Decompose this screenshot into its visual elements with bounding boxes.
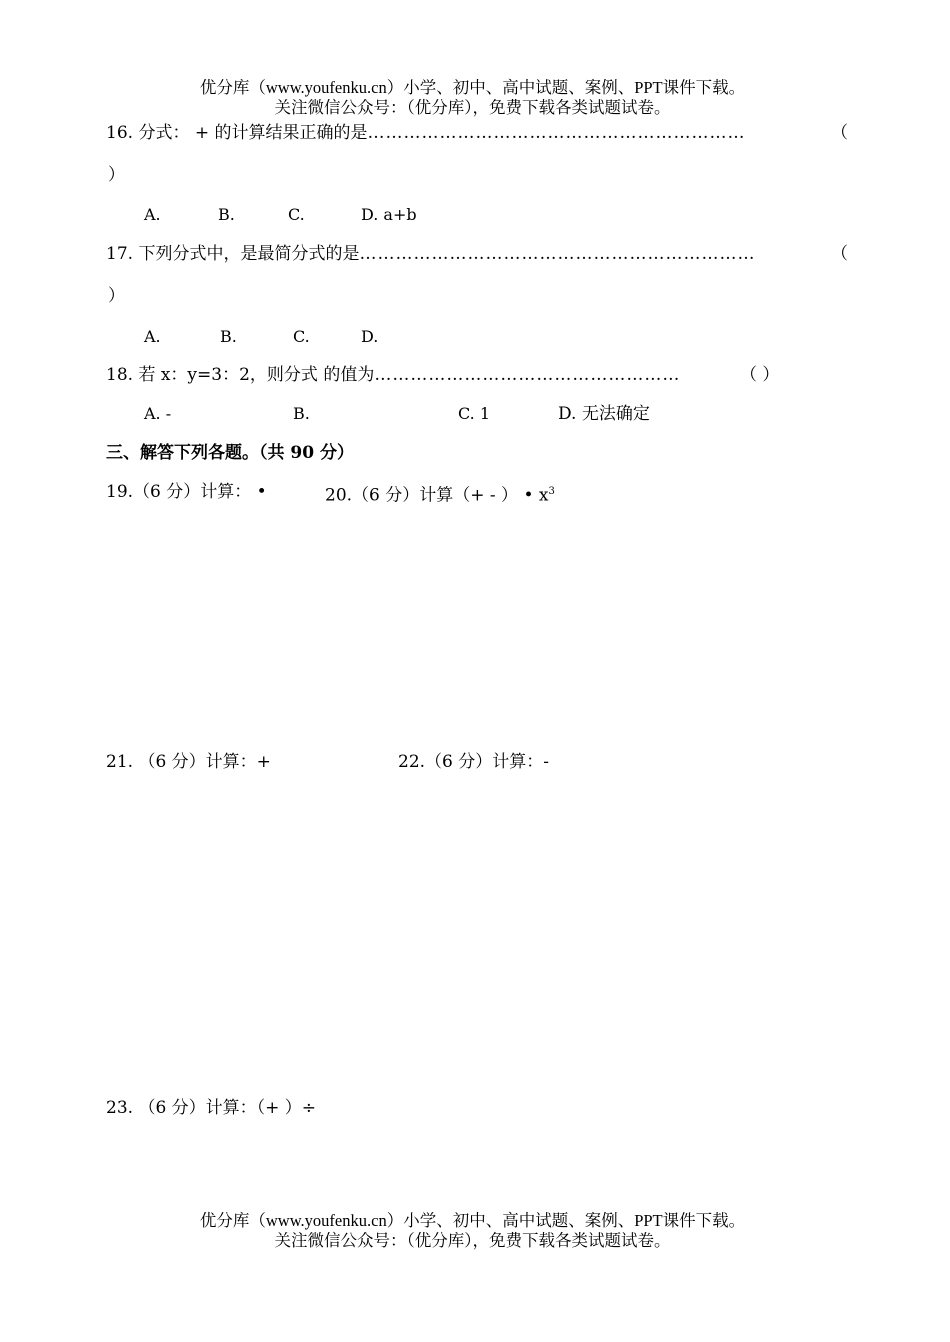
question-20 <box>325 482 555 506</box>
question-16-paren-open: （ <box>831 123 848 143</box>
footer-line-1: 优分库（www.youfenku.cn）小学、初中、高中试题、案例、PPT课件下载。 <box>199 1211 746 1230</box>
question-18-dots: …………………………………………… <box>374 365 681 385</box>
question-17-option-c: C. <box>293 327 310 346</box>
question-22: 22.（6 分）计算：- <box>398 752 549 772</box>
question-17-option-d: D. <box>361 327 379 346</box>
header-line-1: 优分库（www.youfenku.cn）小学、初中、高中试题、案例、PPT课件下载。 <box>199 78 746 97</box>
question-16-paren-close: ） <box>108 165 125 185</box>
question-17 <box>106 244 755 264</box>
question-18-text: 18. 若 x：y=3：2，则分式 的值为 <box>106 365 375 385</box>
section-3-title: 三、解答下列各题。（共 90 分） <box>106 443 354 463</box>
question-18-option-c: C. 1 <box>458 404 491 423</box>
question-23: 23. （6 分）计算：（+ ）÷ <box>106 1098 317 1118</box>
question-21: 21. （6 分）计算：+ <box>106 752 271 772</box>
question-18-option-a: A. - <box>144 404 172 423</box>
question-16 <box>106 123 746 143</box>
question-16-option-a: A. <box>144 205 161 224</box>
question-16-text: 16. 分式： + 的计算结果正确的是 <box>106 123 368 143</box>
question-18-option-d: D. 无法确定 <box>558 404 650 424</box>
question-17-paren-close: ） <box>108 286 125 306</box>
question-17-paren-open: （ <box>831 244 848 264</box>
question-16-option-d: D. a+b <box>361 205 417 224</box>
header-line-2: 关注微信公众号：（优分库），免费下载各类试题试卷。 <box>274 98 671 117</box>
question-17-text: 17. 下列分式中，是最简分式的是 <box>106 244 360 264</box>
question-17-dots: ………………………………………………………… <box>359 244 756 264</box>
question-20-exponent: 3 <box>548 486 555 497</box>
question-18-option-b: B. <box>293 404 310 423</box>
question-17-option-b: B. <box>220 327 237 346</box>
question-19: 19.（6 分）计算： • <box>106 482 267 502</box>
footer-line-2: 关注微信公众号：（优分库），免费下载各类试题试卷。 <box>274 1231 671 1250</box>
question-16-dots: ……………………………………………………… <box>367 123 746 143</box>
question-18 <box>106 365 680 385</box>
question-16-option-b: B. <box>218 205 235 224</box>
question-17-option-a: A. <box>144 327 161 346</box>
question-20-text: 20.（6 分）计算（+ - ） • x <box>325 485 549 506</box>
question-16-option-c: C. <box>288 205 305 224</box>
question-18-paren: （ ） <box>740 365 780 385</box>
